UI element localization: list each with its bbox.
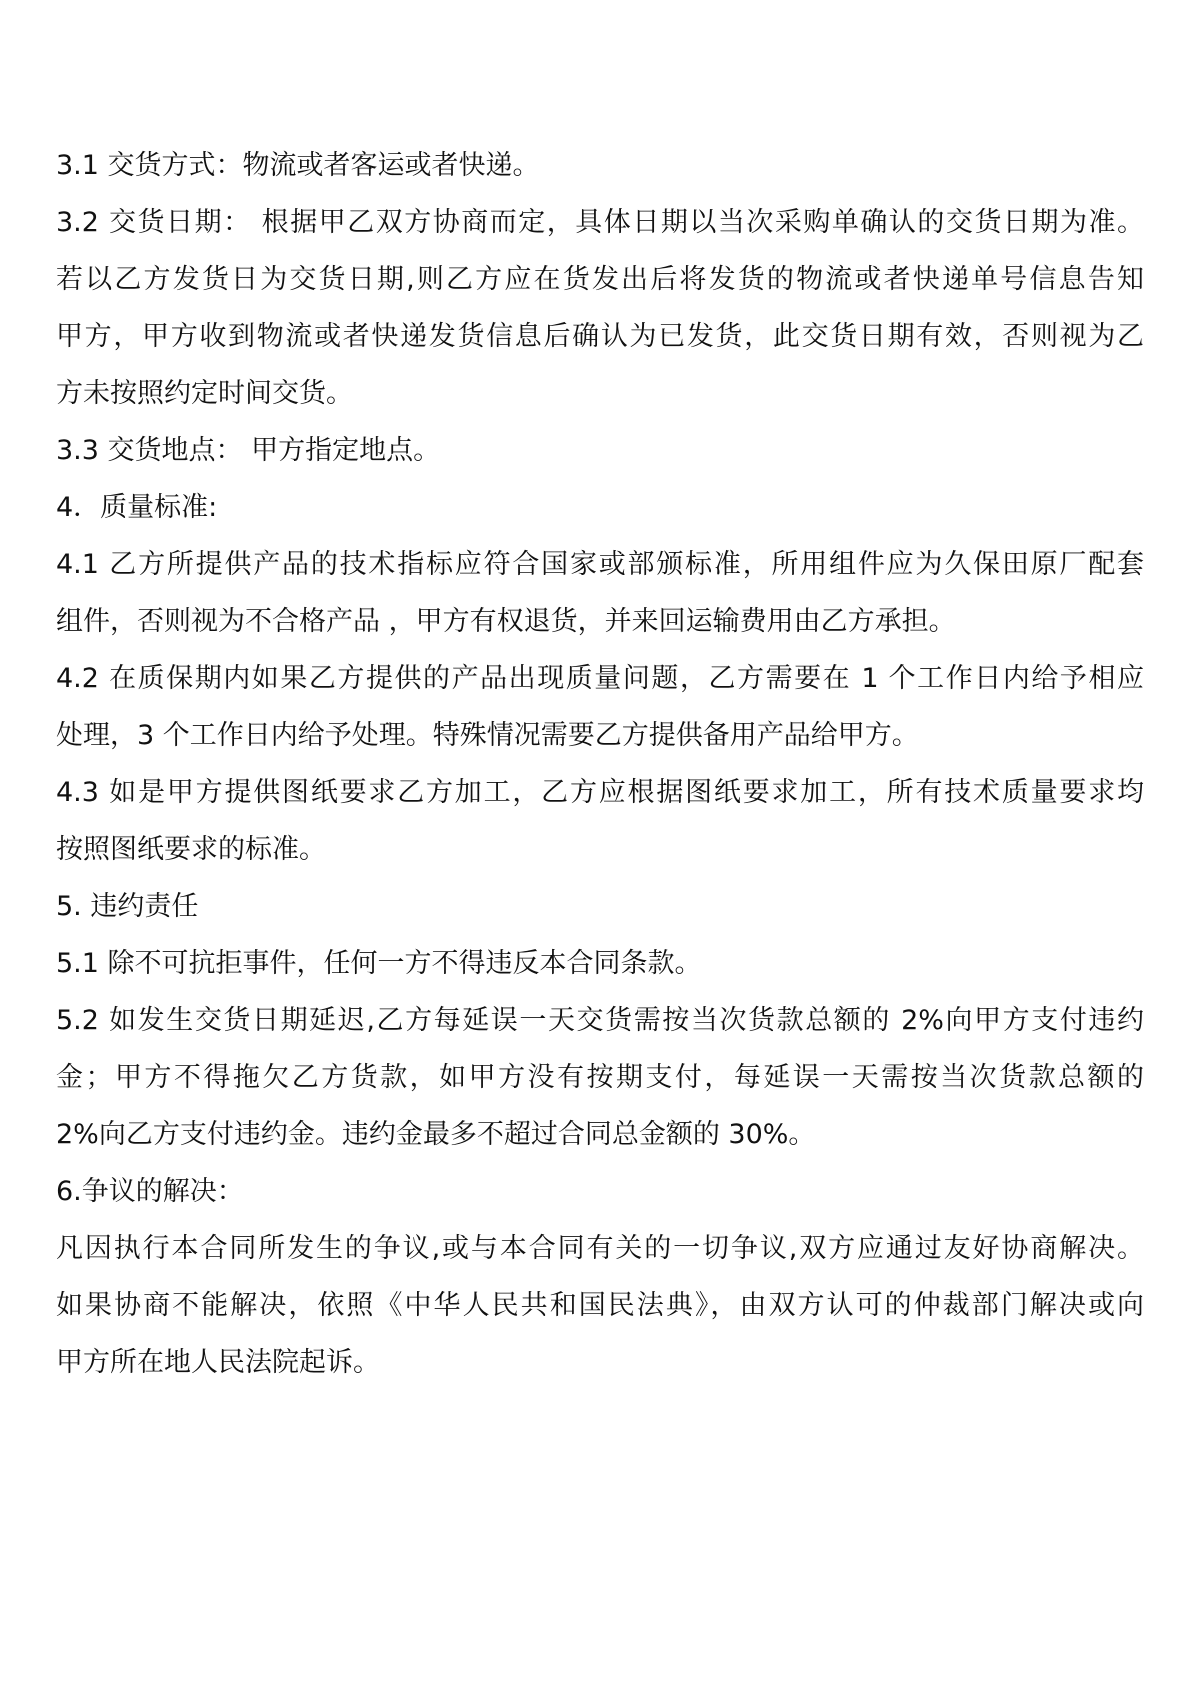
text-line: 金；甲方不得拖欠乙方货款，如甲方没有按期支付，每延误一天需按当次货款总额的 (56, 1062, 1144, 1093)
text-line: 凡因执行本合同所发生的争议,或与本合同有关的一切争议,双方应通过友好协商解决。 (56, 1233, 1144, 1264)
text-line-4-1: 4.1 乙方所提供产品的技术指标应符合国家或部颁标准，所用组件应为久保田原厂配套 (56, 549, 1144, 580)
text-line-4-2: 4.2 在质保期内如果乙方提供的产品出现质量问题，乙方需要在 1 个工作日内给予相应 (56, 663, 1144, 694)
text-line: 甲方，甲方收到物流或者快递发货信息后确认为已发货，此交货日期有效，否则视为乙 (56, 321, 1144, 352)
section-heading-quality: 4．质量标准: (56, 492, 218, 523)
text-line-3-3: 3.3 交货地点： 甲方指定地点。 (56, 435, 441, 466)
text-line-5-2: 5.2 如发生交货日期延迟,乙方每延误一天交货需按当次货款总额的 2%向甲方支付违约 (56, 1005, 1144, 1036)
section-heading-dispute: 6.争议的解决： (56, 1176, 244, 1207)
text-line-5-1: 5.1 除不可抗拒事件，任何一方不得违反本合同条款。 (56, 948, 702, 979)
text-line-3-1: 3.1 交货方式：物流或者客运或者快递。 (56, 150, 540, 181)
text-line: 2%向乙方支付违约金。违约金最多不超过合同总金额的 30%。 (56, 1119, 816, 1150)
text-line: 处理，3 个工作日内给予处理。特殊情况需要乙方提供备用产品给甲方。 (56, 720, 919, 751)
text-line: 甲方所在地人民法院起诉。 (56, 1347, 380, 1378)
text-line-3-2: 3.2 交货日期： 根据甲乙双方协商而定，具体日期以当次采购单确认的交货日期为准。 (56, 207, 1144, 238)
text-line: 按照图纸要求的标准。 (56, 834, 326, 865)
text-line: 组件，否则视为不合格产品 ，甲方有权退货，并来回运输费用由乙方承担。 (56, 606, 956, 637)
text-line: 如果协商不能解决，依照《中华人民共和国民法典》，由双方认可的仲裁部门解决或向 (56, 1290, 1144, 1321)
text-line: 方未按照约定时间交货。 (56, 378, 353, 409)
section-heading-liability: 5. 违约责任 (56, 891, 199, 922)
text-line-4-3: 4.3 如是甲方提供图纸要求乙方加工，乙方应根据图纸要求加工，所有技术质量要求均 (56, 777, 1144, 808)
text-line: 若以乙方发货日为交货日期,则乙方应在货发出后将发货的物流或者快递单号信息告知 (56, 264, 1144, 295)
